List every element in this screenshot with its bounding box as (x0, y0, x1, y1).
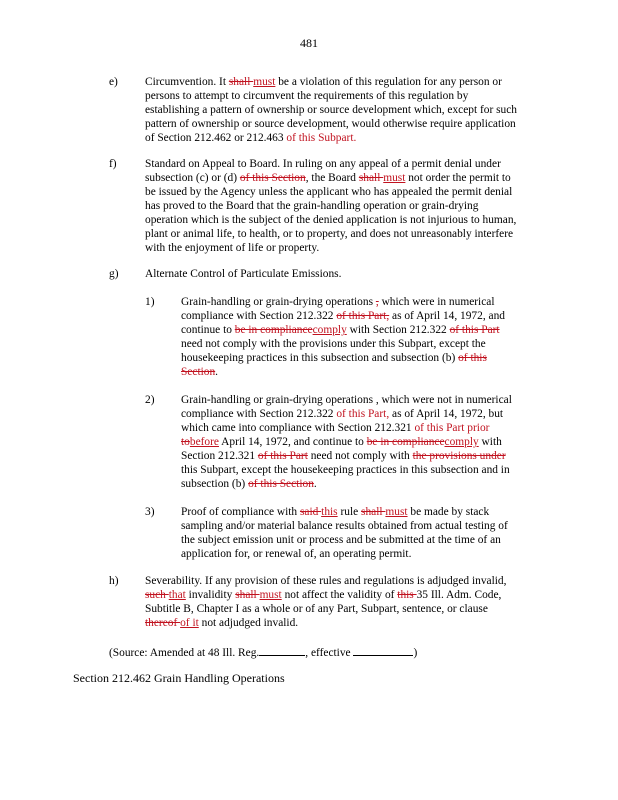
deleted-text: be in compliance (366, 436, 445, 448)
deleted-text: of this Part, (336, 310, 390, 322)
deleted-text: such (145, 589, 169, 601)
inserted-text: of this Part, (336, 408, 390, 420)
paragraph-text: Grain-handling or grain-drying operations , which were in numerical compliance with Section 212.322 of this Part, as of April 14, 1972, and continue to be in compliancecomply with Section 212.322 of this Part need not comply with the provisions under this Subpart, except the housekeeping practices in this subsection and subsection (b) of this Section. (181, 296, 505, 378)
subsection-label: h) (109, 575, 119, 587)
deleted-text: this (397, 589, 417, 601)
subsection-label: e) (109, 76, 118, 88)
deleted-text: shall (361, 506, 386, 518)
subsection-title: Alternate Control of Particulate Emissions. (145, 268, 342, 280)
inserted-text: must (383, 172, 406, 184)
deleted-text: the provisions under (412, 450, 506, 462)
inserted-text: that (168, 589, 186, 601)
deleted-text: shall (358, 172, 384, 184)
inserted-text: of this Subpart. (286, 132, 357, 144)
subsection-label: g) (109, 268, 119, 280)
effective-date-blank (353, 645, 413, 656)
paragraph-text: Grain-handling or grain-drying operations , which were not in numerical compliance with Section 212.322 of this Part, as of April 14, 1972, but which came into compliance with Section 212.321 of this Part prior tobefore April 14, 1972, and continue to be in compliancecomply with Section 212.321 of this Part need not comply with the provisions under this Subpart, except the housekeeping practices in this subsection and in subsection (b) of this Section. (181, 394, 512, 490)
subsection-text: Standard on Appeal to Board. In ruling on any appeal of a permit denial under subsection (c) or (d) of this Section, the Board shall must not order the permit to be issued by the Agency unless the applicant who has appealed the permit denial has proved to the Board that the grain-handling operation or grain-drying operation which is the subject of the denied application is not injurious to human, plant or animal life, to health, or to property, and does not unreasonably interfere with the enjoyment of life or property. (145, 158, 517, 254)
inserted-text: before (189, 436, 219, 448)
inserted-text: must (259, 589, 282, 601)
inserted-text: must (253, 76, 276, 88)
deleted-text: said (299, 506, 322, 518)
deleted-text: be in compliance (234, 324, 313, 336)
paragraph-text: Proof of compliance with said this rule shall must be made by stack sampling and/or material balance results obtained from actual testing of the subject emission unit or process and be submitted at the time of an application for, or renewal of, an operating permit. (181, 506, 508, 560)
inserted-text: comply (312, 324, 347, 336)
inserted-text: of this Part prior (414, 422, 490, 434)
paragraph-label: 2) (145, 394, 155, 406)
deleted-text: shall (235, 589, 260, 601)
subsection-text: Severability. If any provision of these rules and regulations is adjudged invalid, such that invalidity shall must not affect the validity of this 35 Ill. Adm. Code, Subtitle B, Chapter I as a whole or of any Part, Subpart, sentence, or clause thereof of it not adjudged invalid. (145, 575, 507, 629)
subsection-text: Circumvention. It shall must be a violation of this regulation for any person or persons to attempt to circumvent the requirements of this regulation by establishing a pattern of ownership or source development which, except for such pattern of ownership or source development, would otherwise require application of Section 212.462 or 212.463 of this Subpart. (145, 76, 517, 144)
source-note: (Source: Amended at 48 Ill. Reg. , effective ) (109, 647, 418, 659)
inserted-text: must (385, 506, 408, 518)
deleted-text: thereof (145, 617, 181, 629)
deleted-text: of this Part (257, 450, 308, 462)
deleted-text: of this (458, 352, 487, 364)
section-heading: Section 212.462 Grain Handling Operations (73, 671, 285, 685)
deleted-text: of this Section (248, 478, 314, 490)
page-number: 481 (300, 36, 318, 50)
paragraph-label: 1) (145, 296, 155, 308)
inserted-text: comply (444, 436, 479, 448)
deleted-text: of this Part (449, 324, 500, 336)
paragraph-label: 3) (145, 506, 155, 518)
deleted-text: to (181, 436, 190, 448)
reg-blank (259, 645, 305, 656)
inserted-text: of it (180, 617, 199, 629)
subsection-label: f) (109, 158, 117, 170)
deleted-text: of this Section (239, 172, 306, 184)
deleted-text: shall (228, 76, 254, 88)
inserted-text: this (321, 506, 338, 518)
deleted-text: Section (181, 366, 216, 378)
deleted-text: , (375, 296, 379, 308)
